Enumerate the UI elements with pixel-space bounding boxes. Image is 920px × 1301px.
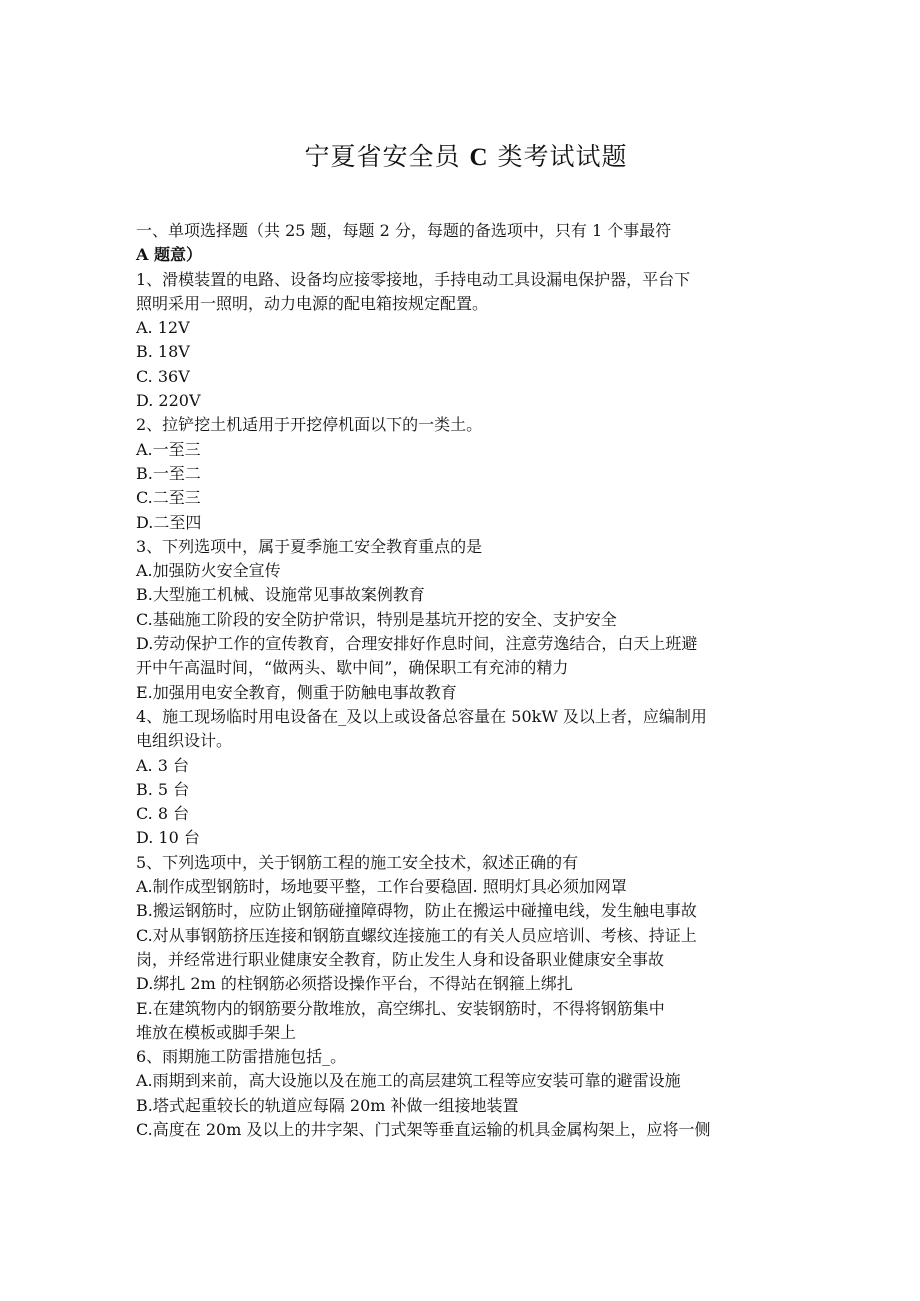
text-line: 5、下列选项中，关于钢筋工程的施工安全技术，叙述正确的有: [136, 852, 579, 872]
text-line: 2、拉铲挖土机适用于开挖停机面以下的一类土。: [136, 415, 483, 435]
text-line: 4、施工现场临时用电设备在_及以上或设备总容量在 50kW 及以上者，应编制用: [136, 706, 707, 726]
text-line: 岗，并经常进行职业健康安全教育，防止发生人身和设备职业健康安全事故: [136, 949, 665, 969]
title-prefix: 宁夏省安全员: [304, 142, 470, 171]
option-line: B. 18V: [136, 342, 190, 362]
option-line: B.塔式起重较长的轨道应每隔 20m 补做一组接地装置: [136, 1095, 519, 1115]
option-line: B.搬运钢筋时，应防止钢筋碰撞障碍物，防止在搬运中碰撞电线，发生触电事故: [136, 901, 697, 921]
text-line: 6、雨期施工防雷措施包括_。: [136, 1047, 347, 1067]
option-line: E.加强用电安全教育，侧重于防触电事故教育: [136, 682, 457, 702]
option-line: C.对从事钢筋挤压连接和钢筋直螺纹连接施工的有关人员应培训、考核、持证上: [136, 925, 697, 945]
title-suffix: 类考试试题: [488, 142, 628, 171]
text-line: 3、下列选项中，属于夏季施工安全教育重点的是: [136, 536, 483, 556]
option-line: D.二至四: [136, 512, 202, 532]
page-title: [136, 140, 796, 175]
option-line: B.一至二: [136, 463, 201, 483]
title-letter: C: [469, 144, 489, 171]
document-page: [136, 140, 796, 1142]
option-line: B. 5 台: [136, 779, 190, 799]
option-line: B.大型施工机械、设施常见事故案例教育: [136, 585, 425, 605]
text-line: 1、滑模装置的电路、设备均应接零接地，手持电动工具设漏电保护器，平台下: [136, 269, 691, 289]
option-line: C.二至三: [136, 488, 201, 508]
section-heading-line-2: A 题意）: [136, 245, 202, 265]
option-line: E.在建筑物内的钢筋要分散堆放，高空绑扎、安装钢筋时，不得将钢筋集中: [136, 998, 665, 1018]
option-line: C. 36V: [136, 366, 190, 386]
option-line: C. 8 台: [136, 804, 190, 824]
option-line: A.一至三: [136, 439, 201, 459]
option-line: A. 3 台: [136, 755, 189, 775]
option-line: A.雨期到来前，高大设施以及在施工的高层建筑工程等应安装可靠的避雷设施: [136, 1071, 681, 1091]
text-line: 电组织设计。: [136, 731, 233, 751]
option-line: C.高度在 20m 及以上的井字架、门式架等垂直运输的机具金属构架上，应将一侧: [136, 1119, 711, 1139]
section-heading-line-1: 一、单项选择题（共 25 题，每题 2 分，每题的备选项中，只有 1 个事最符: [136, 221, 672, 240]
text-line: 照明采用一照明，动力电源的配电箱按规定配置。: [136, 293, 489, 313]
option-line: D. 220V: [136, 391, 201, 411]
option-line: A. 12V: [136, 318, 190, 338]
option-line: D.绑扎 2m 的柱钢筋必须搭设操作平台，不得站在钢箍上绑扎: [136, 974, 573, 994]
option-line: D. 10 台: [136, 828, 200, 848]
text-line: 堆放在模板或脚手架上: [136, 1022, 297, 1042]
option-line: C.基础施工阶段的安全防护常识，特别是基坑开挖的安全、支护安全: [136, 609, 617, 629]
option-line: A.加强防火安全宣传: [136, 561, 281, 581]
option-line: A.制作成型钢筋时，场地要平整，工作台要稳固. 照明灯具必须加网罩: [136, 877, 627, 897]
text-line: 开中午高温时间，“做两头、歇中间”，确保职工有充沛的精力: [136, 658, 569, 678]
option-line: D.劳动保护工作的宣传教育，合理安排好作息时间，注意劳逸结合，白天上班避: [136, 634, 698, 654]
